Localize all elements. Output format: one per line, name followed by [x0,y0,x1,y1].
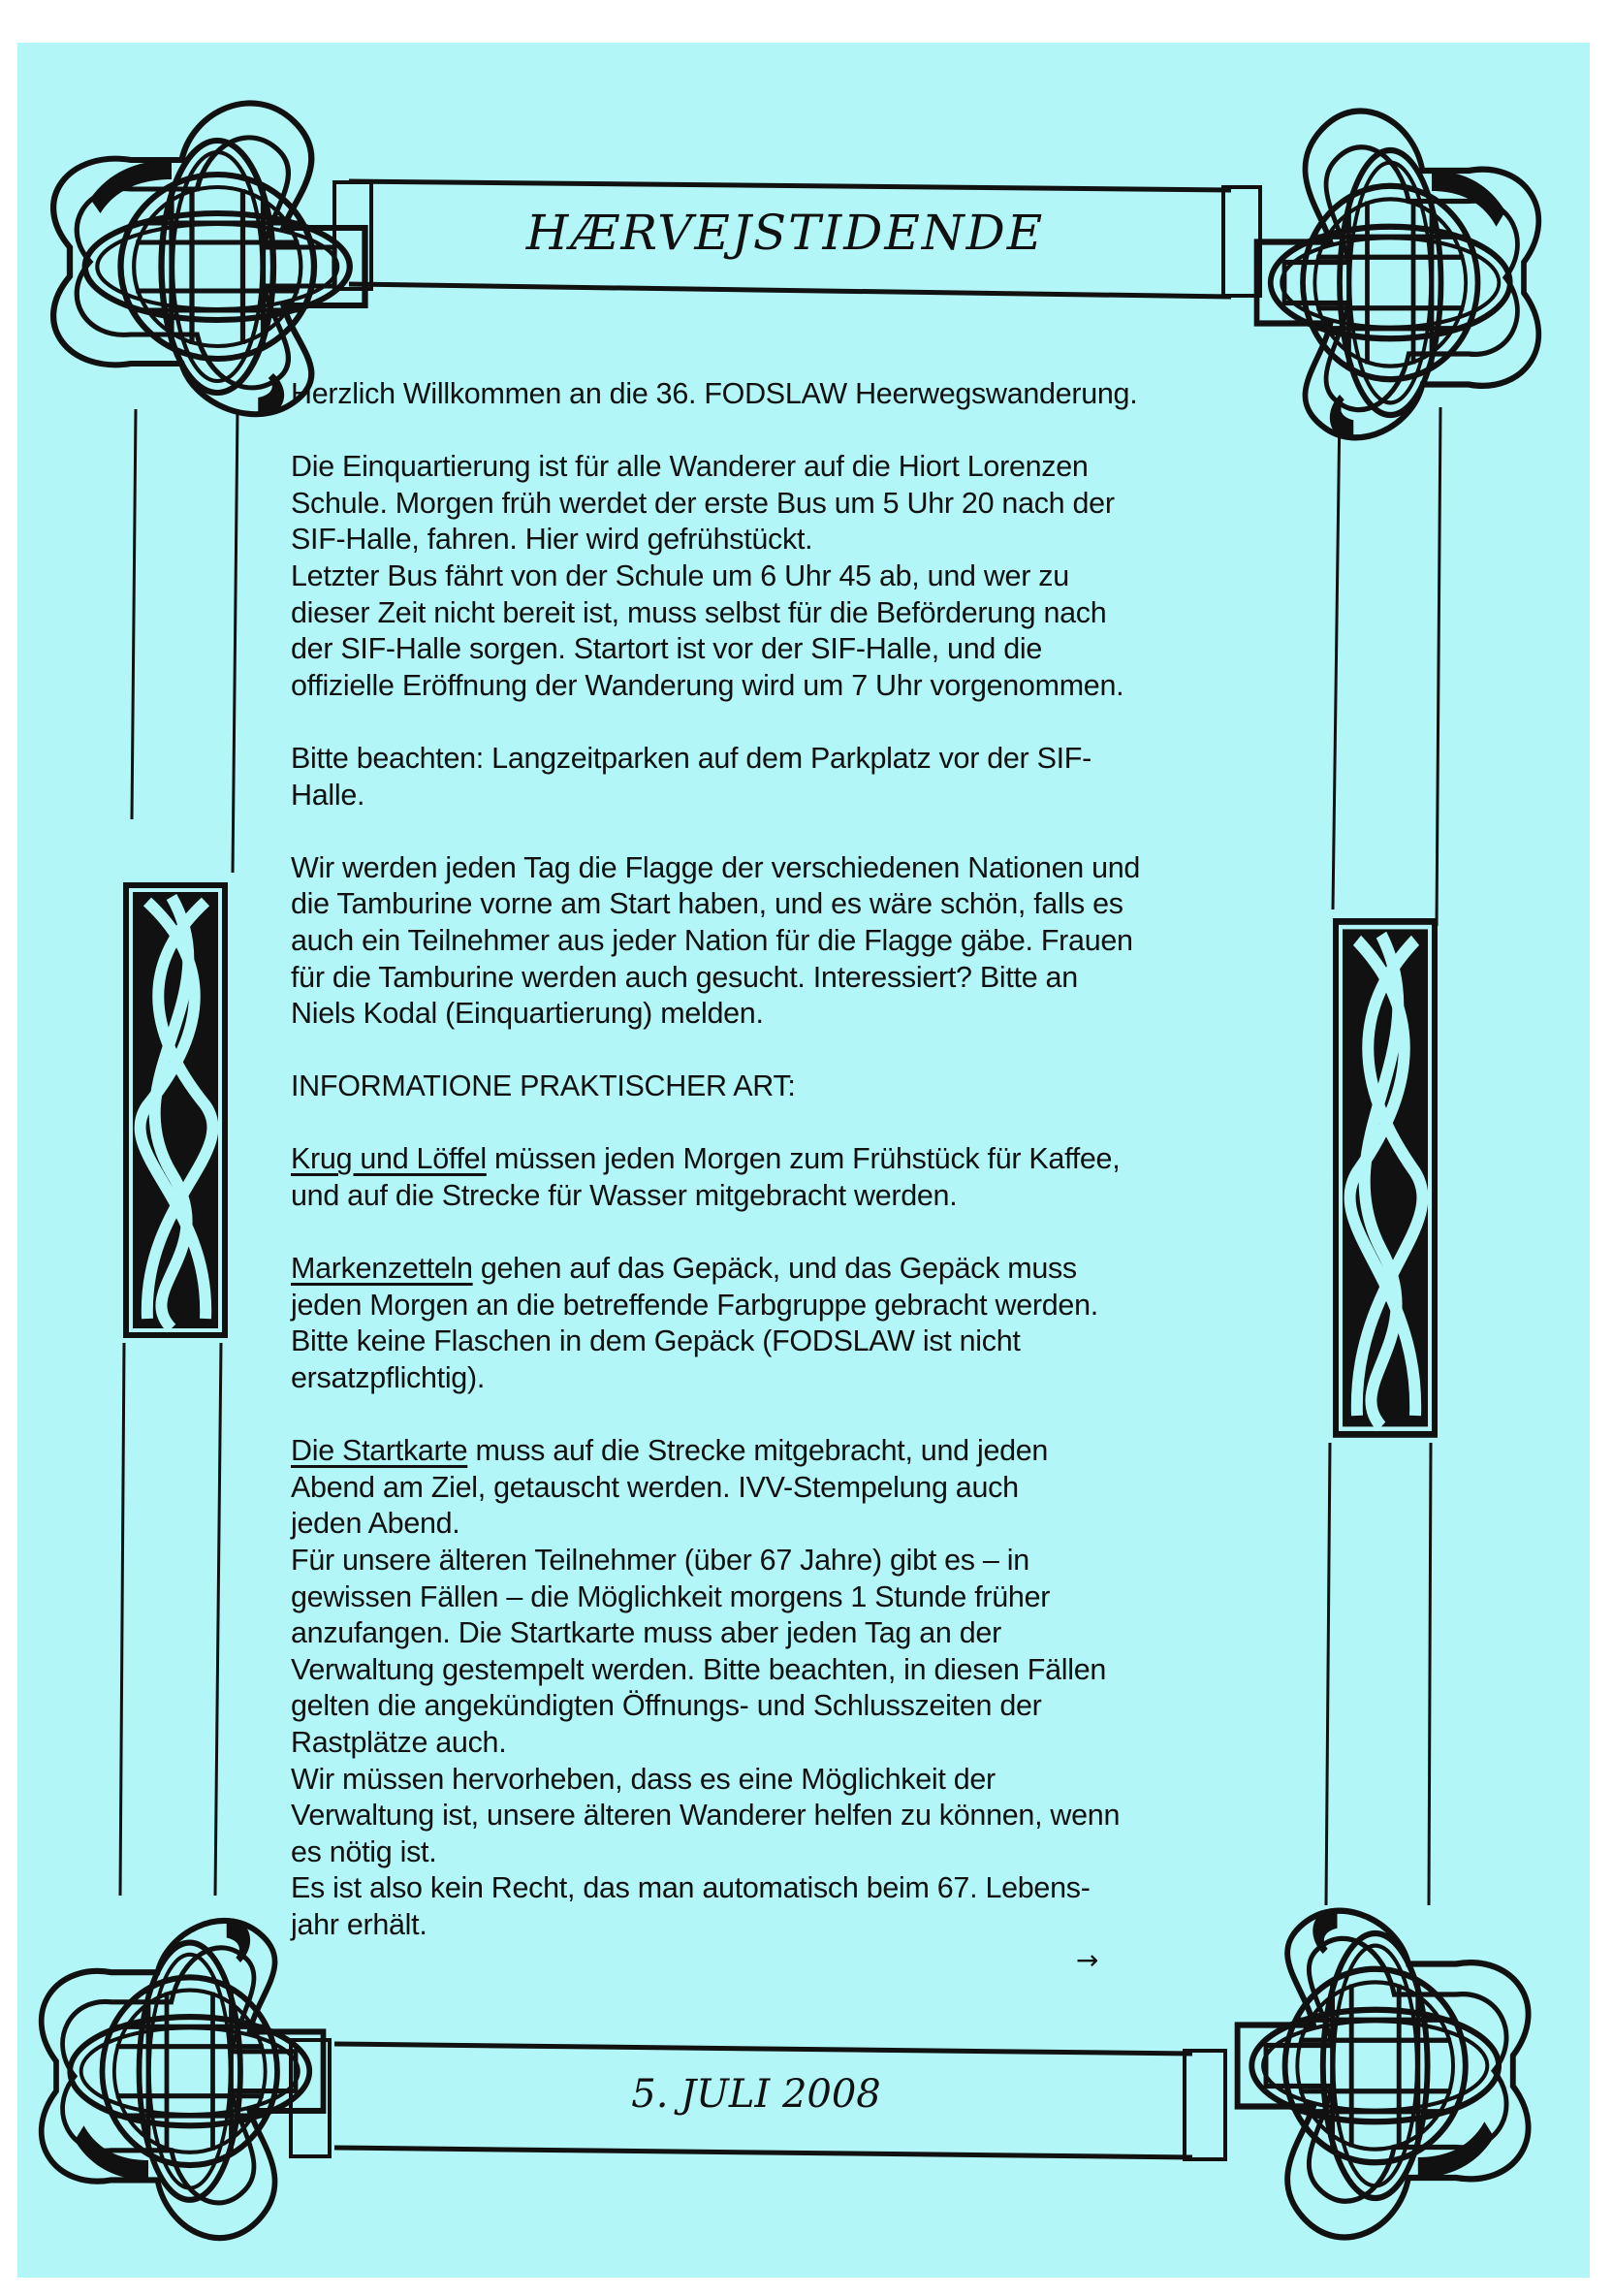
mug-paragraph [291,1141,1289,1214]
lodging-paragraph: Die Einquartierung ist für alle Wanderer auf die Hiort Lorenzen Schule. Morgen früh werdet der erste Bus um 5 Uhr 20 nach der SIF-Halle, fahren. Hier wird gefrühstückt. Letzter Bus fährt von der Schule um 6 Uhr 45 ab, und wer zu dieser Zeit nicht bereit ist, muss selbst für die Beförderung nach der SIF-Halle sorgen. Startort ist vor der SIF-Halle, und die offizielle Eröffnung der Wanderung wird um 7 Uhr vorgenommen. [291,450,1124,702]
mug-text: müssen jeden Morgen zum Frühstück für Kaffee, und auf die Strecke für Wasser mitgebracht werden. [291,1142,1121,1213]
left-braid-panel [123,882,228,1338]
top-left-knot [53,103,364,417]
welcome-paragraph: Herzlich Willkommen an die 36. FODSLAW Heerwegswanderung. [291,377,1138,410]
tags-term: Markenzetteln [291,1252,473,1286]
parking-paragraph: Bitte beachten: Langzeitparken auf dem Parkplatz vor der SIF- Halle. [291,741,1091,812]
card-paragraph [291,1433,1289,1943]
continue-arrow-icon: → [1076,1944,1099,1976]
practical-heading: INFORMATIONE PRAKTISCHER ART: [291,1069,796,1103]
bottom-left-knot [42,1918,324,2238]
bottom-right-knot [1238,1908,1529,2238]
tags-paragraph [291,1251,1289,1396]
issue-date: 5. JULI 2008 [631,2072,881,2117]
flags-paragraph: Wir werden jeden Tag die Flagge der verschiedenen Nationen und die Tamburine vorne am Start haben, und es wäre schön, falls es auch ein Teilnehmer aus jeder Nation für die Flagge gäbe. Frauen für die Tamburine werden auch gesucht. Interessiert? Bitte an Niels Kodal (Einquartierung) melden. [291,850,1141,1031]
top-right-knot [1257,112,1539,441]
tags-text: gehen auf das Gepäck, und das Gepäck muss jeden Morgen an die betreffende Farbgruppe gebracht werden. Bitte keine Flaschen in dem Gepäck (FODSLAW ist nicht ersatzpflichtig). [291,1252,1098,1395]
newsletter-title: HÆRVEJSTIDENDE [525,205,1045,261]
card-term: Die Startkarte [291,1434,468,1468]
right-braid-panel [1333,918,1438,1438]
article-body [291,376,1289,1944]
card-text: muss auf die Strecke mitgebracht, und jeden Abend am Ziel, getauscht werden. IVV-Stempelung auch jeden Abend. Für unsere älteren Teilnehmer (über 67 Jahre) gibt es – in gewissen Fällen – die Möglichkeit morgens 1 Stunde früher anzufangen. Die Startkarte muss aber jeden Tag an der Verwaltung gestempelt werden. Bitte beachten, in diesen Fällen gelten die angekündigten Öffnungs- und Schlusszeiten der Rastplätze auch. Wir müssen hervorheben, dass es eine Möglichkeit der Verwaltung ist, unsere älteren Wanderer helfen zu können, wenn es nötig ist. Es ist also kein Recht, das man automatisch beim 67. Lebens- jahr erhält. [291,1434,1121,1941]
mug-term: Krug und Löffel [291,1142,487,1176]
